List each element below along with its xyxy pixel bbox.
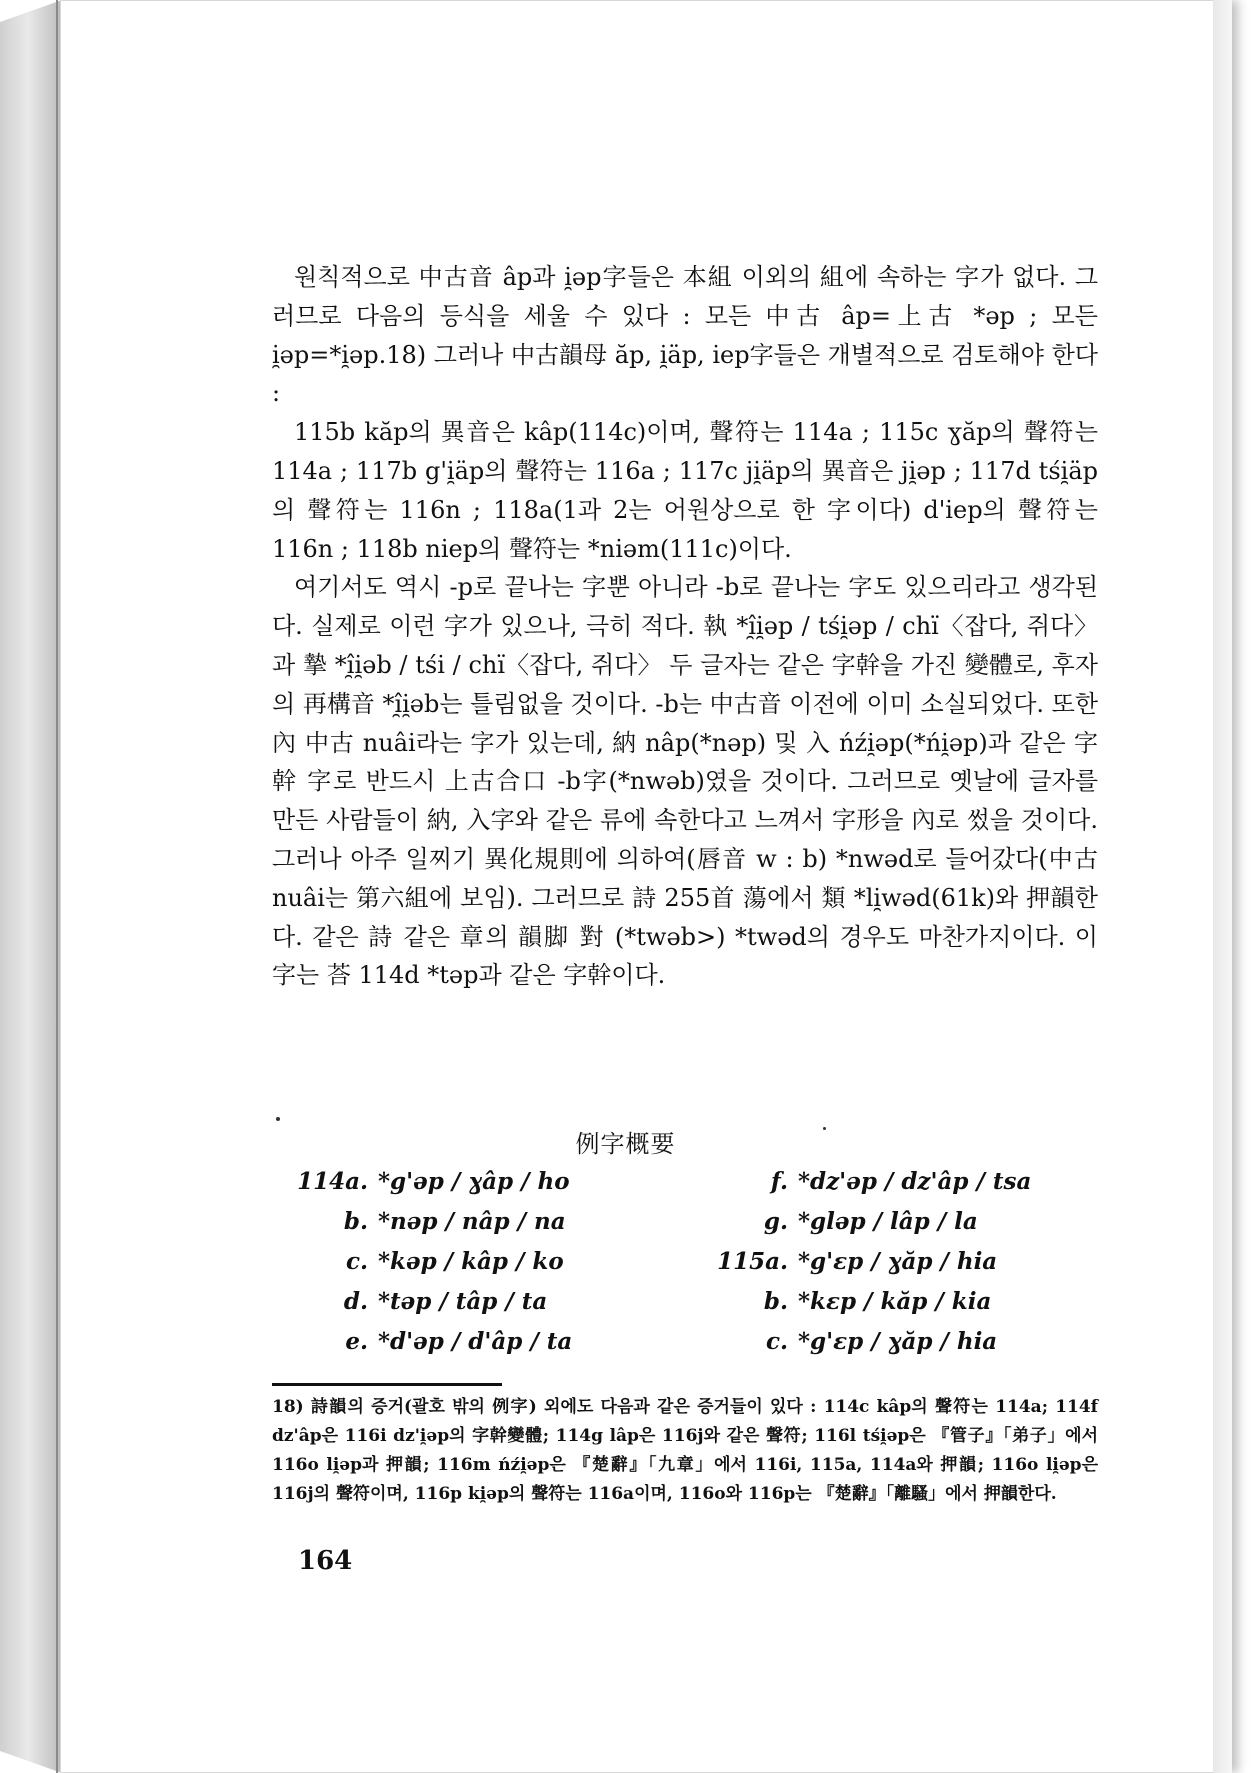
example-value: *g'ɛp / ɣăp / hia (798, 1328, 998, 1355)
examples-right-column (710, 1162, 1130, 1362)
body-text (272, 258, 1098, 995)
example-row (290, 1202, 690, 1242)
example-key: d. (343, 1288, 368, 1315)
example-row (290, 1162, 690, 1202)
paragraph-3: 여기서도 역시 -p로 끝나는 字뿐 아니라 -b로 끝나는 字도 있으리라고 생각된다. 실제로 이런 字가 있으나, 극히 적다. 執 *î̯i̯əp / tśi̯əp / chï〈잡다, 쥐다〉과 摯 *î̯i̯əb / tśi / chï〈잡다, 쥐다〉 두 글자는 같은 字幹을 가진 變體로, 후자의 再構音 *î̯i̯əb는 틀림없을 것이다. -b는 中古音 이전에 이미 소실되었다. 또한 內 中古 nuâi라는 字가 있는데, 納 nâp(*nəp) 및 入 ńźi̯əp(*ńi̯əp)과 같은 字幹 字로 반드시 上古合口 -b字(*nwəb)였을 것이다. 그러므로 옛날에 글자를 만든 사람들이 納, 入字와 같은 류에 속한다고 느껴서 字形을 內로 썼을 것이다. 그러나 아주 일찌기 異化規則에 의하여(唇音 w : b) *nwəd로 들어갔다(中古 nuâi는 第六組에 보임). 그러므로 詩 255首 蕩에서 類 *li̯wəd(61k)와 押韻한다. 같은 詩 같은 章의 韻脚 對 (*twəb>) *twəd의 경우도 마찬가지이다. 이 字는 荅 114d *təp과 같은 字幹이다. (272, 573, 1098, 990)
example-value: *kəp / kâp / ko (378, 1248, 564, 1275)
example-value: *g'ɛp / ɣăp / hia (798, 1248, 998, 1275)
example-row (710, 1202, 1130, 1242)
example-key: 114a. (297, 1168, 368, 1195)
example-row (290, 1242, 690, 1282)
example-row (710, 1162, 1130, 1202)
example-key: c. (345, 1248, 368, 1275)
page-number: 164 (298, 1546, 353, 1576)
example-key: g. (763, 1208, 788, 1235)
example-key: f. (770, 1168, 788, 1195)
print-speck (276, 1117, 280, 1121)
book-edge (0, 0, 62, 1773)
example-value: *təp / tâp / ta (378, 1288, 548, 1315)
example-row (710, 1282, 1130, 1322)
example-key: 115a. (717, 1248, 788, 1275)
example-row (290, 1322, 690, 1362)
example-value: *g'əp / ɣâp / ho (378, 1168, 570, 1195)
paragraph-1: 원칙적으로 中古音 âp과 i̯əp字들은 本組 이외의 組에 속하는 字가 없다. 그러므로 다음의 등식을 세울 수 있다 : 모든 中古 âp=上古 *əp ; 모든 i̯əp=*i̯əp.18) 그러나 中古韻母 ăp, i̯äp, iep字들은 개별적으로 검토해야 한다 : (272, 263, 1098, 408)
example-key: b. (763, 1288, 788, 1315)
example-row (710, 1322, 1130, 1362)
example-value: *gləp / lâp / la (798, 1208, 978, 1235)
example-value: *dz'əp / dz'âp / tsa (798, 1168, 1032, 1195)
examples-left-column (290, 1162, 690, 1362)
examples-title: 例字概要 (575, 1130, 676, 1158)
example-key: c. (765, 1328, 788, 1355)
example-row (710, 1242, 1130, 1282)
book-spine-line (56, 0, 58, 1773)
example-value: *d'əp / d'âp / ta (378, 1328, 573, 1355)
print-speck (823, 1127, 826, 1130)
example-value: *kɛp / kăp / kia (798, 1288, 992, 1315)
paragraph-2: 115b kăp의 異音은 kâp(114c)이며, 聲符는 114a ; 115c ɣăp의 聲符는 114a ; 117b g'i̯äp의 聲符는 116a ; 117c ji̯äp의 異音은 ji̯əp ; 117d tśi̯äp의 聲符는 116n ; 118a(1과 2는 어원상으로 한 字이다) d'iep의 聲符는 116n ; 118b niep의 聲符는 *niəm(111c)이다. (272, 418, 1098, 563)
footnote-18: 18) 詩韻의 증거(괄호 밖의 例字) 외에도 다음과 같은 증거들이 있다 : 114c kâp의 聲符는 114a; 114f dz'âp은 116i dz'i̯əp의 字幹變體; 114g lâp은 116j와 같은 聲符; 116l tśi̯əp은 『管子』「弟子」에서 116o li̯əp과 押韻; 116m ńźi̯əp은 『楚辭』「九章」에서 116i, 115a, 114a와 押韻; 116o li̯əp은 116j의 聲符이며, 116p ki̯əp의 聲符는 116a이며, 116o와 116p는 『楚辭』「離騷」에서 押韻한다. (272, 1397, 1098, 1504)
example-key: e. (345, 1328, 368, 1355)
example-value: *nəp / nâp / na (378, 1208, 566, 1235)
example-key: b. (343, 1208, 368, 1235)
example-row (290, 1282, 690, 1322)
page-edge-shade (1213, 0, 1232, 1773)
footnote-divider (272, 1383, 502, 1386)
